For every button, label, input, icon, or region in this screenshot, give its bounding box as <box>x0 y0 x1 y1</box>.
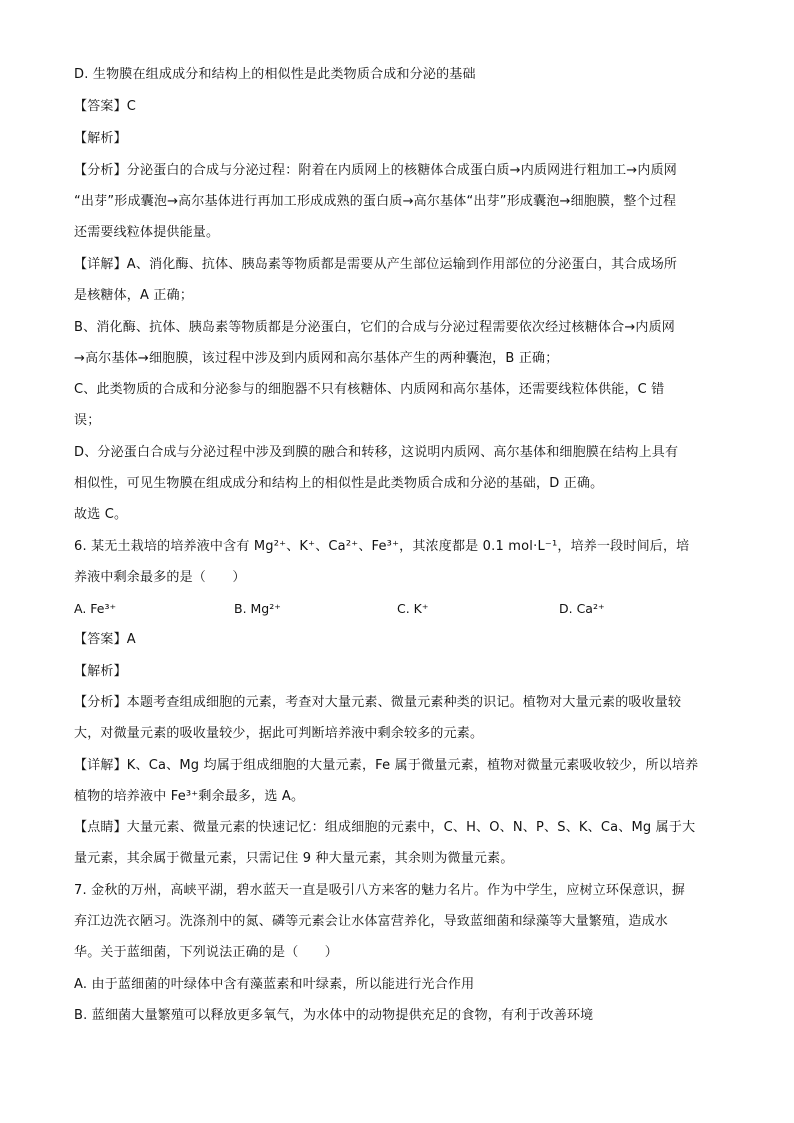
analysis-heading-q5: 【解析】 <box>74 131 127 146</box>
answer-label-q5: 【答案】C <box>74 99 137 114</box>
tips-text: 【点睛】大量元素、微量元素的快速记忆：组成细胞的元素中，C、H、O、N、P、S、K、Ca、Mg 属于大 <box>74 820 696 835</box>
question-7-stem: 弃江边洗衣陋习。洗涤剂中的氮、磷等元素会让水体富营养化，导致蓝细菌和绿藻等大量繁殖，造成水 <box>74 914 669 929</box>
tips-text: 量元素，其余属于微量元素，只需记住 9 种大量元素，其余则为微量元素。 <box>74 851 514 866</box>
question-7-option-b: B. 蓝细菌大量繁殖可以释放更多氧气，为水体中的动物提供充足的食物，有利于改善环境 <box>74 1008 594 1023</box>
question-7-stem: 华。关于蓝细菌，下列说法正确的是（ ） <box>74 945 339 960</box>
detail-text: 【详解】K、Ca、Mg 均属于组成细胞的大量元素，Fe 属于微量元素，植物对微量元素吸收较少，所以培养 <box>74 758 699 773</box>
question-6-option-b: B. Mg²⁺ <box>234 601 281 616</box>
question-6-option-c: C. K⁺ <box>397 601 429 616</box>
analysis-text: “出芽”形成囊泡→高尔基体进行再加工形成成熟的蛋白质→高尔基体“出芽”形成囊泡→细胞膜，整个过程 <box>74 194 677 209</box>
question-7-stem: 7. 金秋的万州，高峡平湖，碧水蓝天一直是吸引八方来客的魅力名片。作为中学生，应树立环保意识，摒 <box>74 883 686 898</box>
detail-text: 相似性，可见生物膜在组成成分和结构上的相似性是此类物质合成和分泌的基础，D 正确。 <box>74 476 604 491</box>
detail-text: 是核糖体，A 正确； <box>74 288 194 303</box>
detail-text: →高尔基体→细胞膜，该过程中涉及到内质网和高尔基体产生的两种囊泡，B 正确； <box>74 351 559 366</box>
detail-text: D、分泌蛋白合成与分泌过程中涉及到膜的融合和转移，这说明内质网、高尔基体和细胞膜在结构上具有 <box>74 445 679 460</box>
question-6-stem: 养液中剩余最多的是（ ） <box>74 570 246 585</box>
question-6-option-a: A. Fe³⁺ <box>74 601 117 616</box>
detail-text: C、此类物质的合成和分泌参与的细胞器不只有核糖体、内质网和高尔基体，还需要线粒体供能，C 错 <box>74 382 665 397</box>
detail-text: 植物的培养液中 Fe³⁺剩余最多，选 A。 <box>74 789 305 804</box>
question-6-option-d: D. Ca²⁺ <box>559 601 605 616</box>
detail-text: 误； <box>74 413 101 428</box>
analysis-text: 还需要线粒体提供能量。 <box>74 225 220 240</box>
analysis-text: 【分析】本题考查组成细胞的元素，考查对大量元素、微量元素种类的识记。植物对大量元素的吸收量较 <box>74 695 682 710</box>
answer-label-q6: 【答案】A <box>74 632 136 647</box>
analysis-text: 【分析】分泌蛋白的合成与分泌过程：附着在内质网上的核糖体合成蛋白质→内质网进行粗加工→内质网 <box>74 163 677 178</box>
analysis-text: 大，对微量元素的吸收量较少，据此可判断培养液中剩余较多的元素。 <box>74 726 484 741</box>
option-d-q5: D. 生物膜在组成成分和结构上的相似性是此类物质合成和分泌的基础 <box>74 67 476 82</box>
detail-text: 【详解】A、消化酶、抗体、胰岛素等物质都是需要从产生部位运输到作用部位的分泌蛋白，其合成场所 <box>74 257 678 272</box>
detail-text: B、消化酶、抗体、胰岛素等物质都是分泌蛋白，它们的合成与分泌过程需要依次经过核糖体合→内质网 <box>74 320 676 335</box>
question-6-stem: 6. 某无土栽培的培养液中含有 Mg²⁺、K⁺、Ca²⁺、Fe³⁺，其浓度都是 0.1 mol·L⁻¹，培养一段时间后，培 <box>74 539 690 554</box>
analysis-heading-q6: 【解析】 <box>74 664 127 679</box>
conclusion-text: 故选 C。 <box>74 507 128 522</box>
question-7-option-a: A. 由于蓝细菌的叶绿体中含有藻蓝素和叶绿素，所以能进行光合作用 <box>74 977 475 992</box>
